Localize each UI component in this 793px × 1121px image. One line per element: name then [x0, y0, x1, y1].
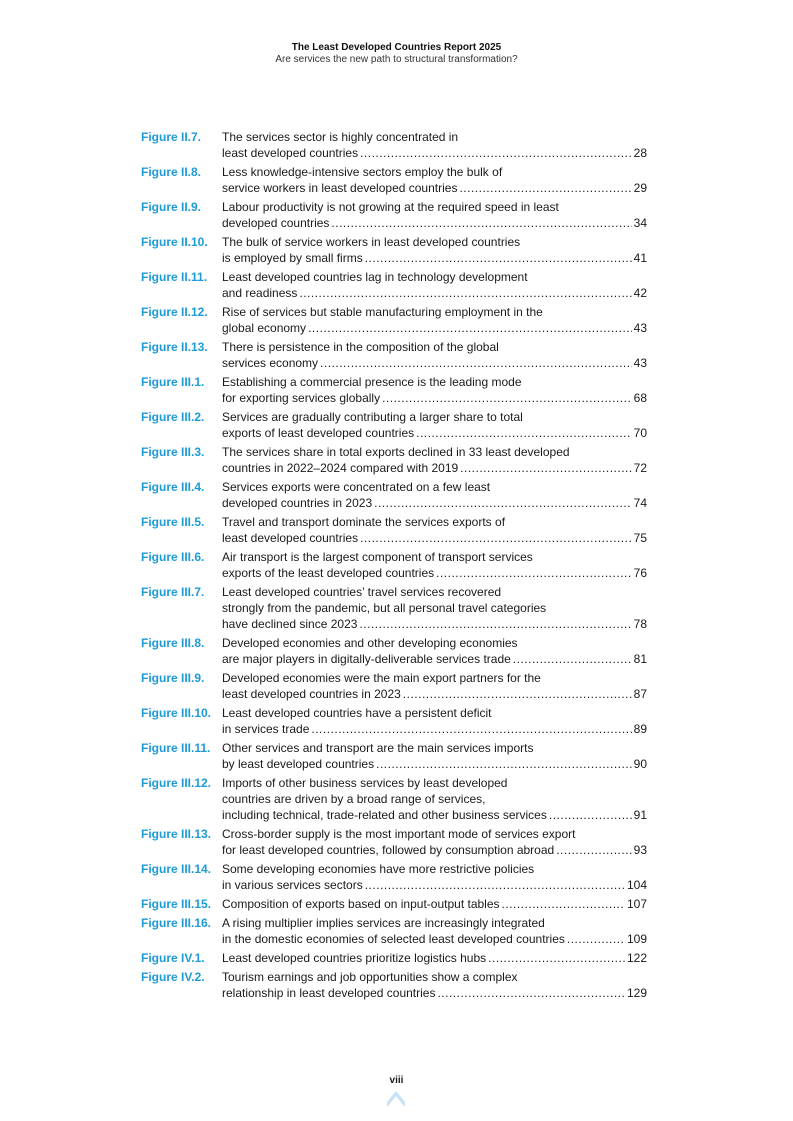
figure-title-line: The services sector is highly concentrated in [222, 130, 459, 144]
figure-title-line: global economy [222, 321, 307, 335]
page-reference[interactable]: 75 [633, 531, 647, 545]
figure-title-line: Least developed countries have a persistent deficit [222, 706, 492, 720]
toc-entry[interactable] [141, 584, 647, 632]
dot-leader [382, 390, 632, 406]
page-reference[interactable]: 72 [633, 461, 647, 475]
page-reference[interactable]: 34 [633, 216, 647, 230]
figure-title-line: Less knowledge-intensive sectors employ the bulk of [222, 165, 503, 179]
toc-entry[interactable] [141, 164, 647, 196]
figure-title-last-line [222, 285, 647, 301]
dot-leader [331, 215, 631, 231]
figure-title-line: Tourism earnings and job opportunities show a complex [222, 970, 518, 984]
page-reference[interactable]: 122 [626, 951, 647, 965]
figure-title-line: in services trade [222, 722, 310, 736]
toc-entry[interactable] [141, 549, 647, 581]
page-reference[interactable]: 28 [633, 146, 647, 160]
figure-label: Figure III.9. [141, 671, 205, 685]
page-reference[interactable]: 109 [626, 932, 647, 946]
figure-label: Figure III.7. [141, 585, 205, 599]
dot-leader [437, 985, 625, 1001]
toc-entry[interactable] [141, 479, 647, 511]
dot-leader [376, 756, 632, 772]
figure-label: Figure II.9. [141, 200, 202, 214]
toc-entry[interactable] [141, 969, 647, 1001]
figure-title-line: in various services sectors [222, 878, 363, 892]
figure-title-last-line [222, 842, 647, 858]
back-to-top-arrow-icon[interactable] [386, 1090, 406, 1110]
page-reference[interactable]: 89 [633, 722, 647, 736]
figure-title-line: service workers in least developed countries [222, 181, 458, 195]
dot-leader [502, 896, 625, 912]
dot-leader [488, 950, 625, 966]
page-reference[interactable]: 43 [633, 356, 647, 370]
figure-title-line: Developed economies were the main export partners for the [222, 671, 541, 685]
page-reference[interactable]: 107 [626, 897, 647, 911]
page-reference[interactable]: 42 [633, 286, 647, 300]
figure-title-line: exports of the least developed countries [222, 566, 435, 580]
figure-label: Figure III.2. [141, 410, 205, 424]
dot-leader [365, 877, 625, 893]
figure-label: Figure III.3. [141, 445, 205, 459]
figure-title-line: Least developed countries prioritize logistics hubs [222, 951, 487, 965]
toc-entry[interactable] [141, 409, 647, 441]
figure-title-last-line [222, 985, 647, 1001]
page-reference[interactable]: 93 [633, 843, 647, 857]
figure-title-last-line [222, 215, 647, 231]
dot-leader [549, 807, 632, 823]
dot-leader [513, 651, 632, 667]
figure-title-last-line [222, 320, 647, 336]
figure-label: Figure III.5. [141, 515, 205, 529]
figure-title-line: Developed economies and other developing economies [222, 636, 518, 650]
figure-label: Figure II.8. [141, 165, 202, 179]
figure-label: Figure II.12. [141, 305, 208, 319]
figure-label: Figure III.14. [141, 862, 212, 876]
figure-title-last-line [222, 877, 647, 893]
figure-title-last-line [222, 721, 647, 737]
toc-entry[interactable] [141, 826, 647, 858]
page-number: viii [389, 1075, 404, 1086]
figure-title-line: Rise of services but stable manufacturing employment in the [222, 305, 543, 319]
figure-title-last-line [222, 145, 647, 161]
figure-title-last-line [222, 180, 647, 196]
figure-title-line: Composition of exports based on input-output tables [222, 897, 500, 911]
toc-entry[interactable] [141, 129, 647, 161]
dot-leader [360, 530, 632, 546]
dot-leader [360, 145, 632, 161]
figure-title-line: Services exports were concentrated on a few least [222, 480, 491, 494]
figure-label: Figure II.11. [141, 270, 208, 284]
figure-label: Figure III.10. [141, 706, 212, 720]
figure-title-line: for exporting services globally [222, 391, 381, 405]
figure-title-line: developed countries [222, 216, 330, 230]
page-reference[interactable]: 91 [633, 808, 647, 822]
dot-leader [460, 460, 631, 476]
page-reference[interactable]: 104 [626, 878, 647, 892]
figure-title-line: including technical, trade-related and other business services [222, 808, 547, 822]
figure-title-last-line [222, 390, 647, 406]
figure-title-line: strongly from the pandemic, but all personal travel categories [222, 601, 547, 615]
figure-title-line: Imports of other business services by least developed [222, 776, 508, 790]
page-reference[interactable]: 41 [633, 251, 647, 265]
figure-title-line: are major players in digitally-deliverable services trade [222, 652, 511, 666]
figure-label: Figure III.8. [141, 636, 205, 650]
report-subtitle: Are services the new path to structural transformation? [275, 54, 518, 65]
figure-label: Figure III.6. [141, 550, 205, 564]
running-header [0, 42, 793, 66]
toc-entry[interactable] [141, 374, 647, 406]
figure-title-line: Least developed countries’ travel services recovered [222, 585, 502, 599]
dot-leader [308, 320, 632, 336]
figure-title-line: by least developed countries [222, 757, 375, 771]
page-reference[interactable]: 81 [633, 652, 647, 666]
toc-entry[interactable] [141, 339, 647, 371]
page-reference[interactable]: 43 [633, 321, 647, 335]
dot-leader [374, 495, 632, 511]
figure-label: Figure III.13. [141, 827, 212, 841]
figure-title-line: Air transport is the largest component of transport services [222, 550, 533, 564]
page-reference[interactable]: 90 [633, 757, 647, 771]
figure-title-line: Other services and transport are the main services imports [222, 741, 534, 755]
report-title: The Least Developed Countries Report 2025 [291, 42, 502, 53]
figure-title-line: services economy [222, 356, 319, 370]
figure-title-last-line [222, 355, 647, 371]
figure-label: Figure III.11. [141, 741, 211, 755]
page-reference[interactable]: 76 [633, 566, 647, 580]
page-reference[interactable]: 87 [633, 687, 647, 701]
page-reference[interactable]: 29 [633, 181, 647, 195]
figure-title-last-line [222, 807, 647, 823]
figure-label: Figure IV.2. [141, 970, 205, 984]
dot-leader [365, 250, 632, 266]
dot-leader [403, 686, 632, 702]
figure-title-line: have declined since 2023 [222, 617, 358, 631]
dot-leader [311, 721, 631, 737]
figure-title-line: Cross-border supply is the most important mode of services export [222, 827, 576, 841]
page-reference[interactable]: 78 [633, 617, 647, 631]
page-reference[interactable]: 74 [633, 496, 647, 510]
page-reference[interactable]: 68 [633, 391, 647, 405]
figure-title-last-line [222, 565, 647, 581]
figure-title-last-line [222, 530, 647, 546]
figure-title-line: There is persistence in the composition of the global [222, 340, 499, 354]
toc-entry[interactable] [141, 705, 647, 737]
dot-leader [556, 842, 631, 858]
toc-entry[interactable] [141, 740, 647, 772]
toc-entry[interactable] [141, 896, 647, 912]
toc-entry[interactable] [141, 635, 647, 667]
toc-entry[interactable] [141, 199, 647, 231]
figure-title-line: Establishing a commercial presence is the leading mode [222, 375, 522, 389]
toc-entry[interactable] [141, 514, 647, 546]
figure-title-last-line [222, 616, 647, 632]
figure-title-line: for least developed countries, followed by consumption abroad [222, 843, 555, 857]
figure-label: Figure II.10. [141, 235, 208, 249]
figure-title-last-line [222, 460, 647, 476]
toc-entry[interactable] [141, 950, 647, 966]
list-of-figures [141, 129, 647, 1004]
figure-title-line: Labour productivity is not growing at the required speed in least [222, 200, 559, 214]
figure-title-last-line [222, 931, 647, 947]
figure-title-line: A rising multiplier implies services are increasingly integrated [222, 916, 545, 930]
figure-title-last-line [222, 686, 647, 702]
figure-title-line: is employed by small firms [222, 251, 363, 265]
toc-entry[interactable] [141, 304, 647, 336]
figure-title-line: least developed countries [222, 146, 359, 160]
page-reference[interactable]: 129 [626, 986, 647, 1000]
figure-label: Figure III.12. [141, 776, 212, 790]
dot-leader [436, 565, 632, 581]
figure-title-last-line [222, 756, 647, 772]
figure-title-line: countries in 2022–2024 compared with 2019 [222, 461, 459, 475]
toc-entry[interactable] [141, 861, 647, 893]
figure-label: Figure III.1. [141, 375, 205, 389]
figure-title-line: Services are gradually contributing a larger share to total [222, 410, 523, 424]
figure-title-last-line [222, 896, 647, 912]
figure-title-line: relationship in least developed countries [222, 986, 436, 1000]
figure-title-line: developed countries in 2023 [222, 496, 373, 510]
figure-label: Figure III.4. [141, 480, 205, 494]
toc-entry[interactable] [141, 234, 647, 266]
figure-title-line: least developed countries in 2023 [222, 687, 401, 701]
toc-entry[interactable] [141, 444, 647, 476]
figure-title-line: Travel and transport dominate the services exports of [222, 515, 506, 529]
figure-title-line: Some developing economies have more restrictive policies [222, 862, 535, 876]
figure-title-last-line [222, 495, 647, 511]
dot-leader [459, 180, 631, 196]
figure-label: Figure III.16. [141, 916, 212, 930]
figure-title-line: countries are driven by a broad range of services, [222, 792, 486, 806]
figure-label: Figure IV.1. [141, 951, 205, 965]
figure-title-last-line [222, 250, 647, 266]
figure-label: Figure III.15. [141, 897, 212, 911]
figure-title-last-line [222, 950, 647, 966]
figure-title-last-line [222, 651, 647, 667]
dot-leader [567, 931, 625, 947]
dot-leader [416, 425, 632, 441]
figure-title-line: and readiness [222, 286, 298, 300]
figure-title-line: exports of least developed countries [222, 426, 415, 440]
toc-entry[interactable] [141, 915, 647, 947]
dot-leader [320, 355, 632, 371]
figure-label: Figure II.7. [141, 130, 202, 144]
figure-title-line: Least developed countries lag in technology development [222, 270, 528, 284]
figure-title-line: in the domestic economies of selected least developed countries [222, 932, 565, 946]
figure-title-line: least developed countries [222, 531, 359, 545]
toc-entry[interactable] [141, 269, 647, 301]
dot-leader [359, 616, 631, 632]
figure-title-line: The services share in total exports declined in 33 least developed [222, 445, 570, 459]
toc-entry[interactable] [141, 670, 647, 702]
page-reference[interactable]: 70 [633, 426, 647, 440]
figure-label: Figure II.13. [141, 340, 208, 354]
figure-title-line: The bulk of service workers in least developed countries [222, 235, 521, 249]
toc-entry[interactable] [141, 775, 647, 823]
figure-title-last-line [222, 425, 647, 441]
dot-leader [299, 285, 631, 301]
